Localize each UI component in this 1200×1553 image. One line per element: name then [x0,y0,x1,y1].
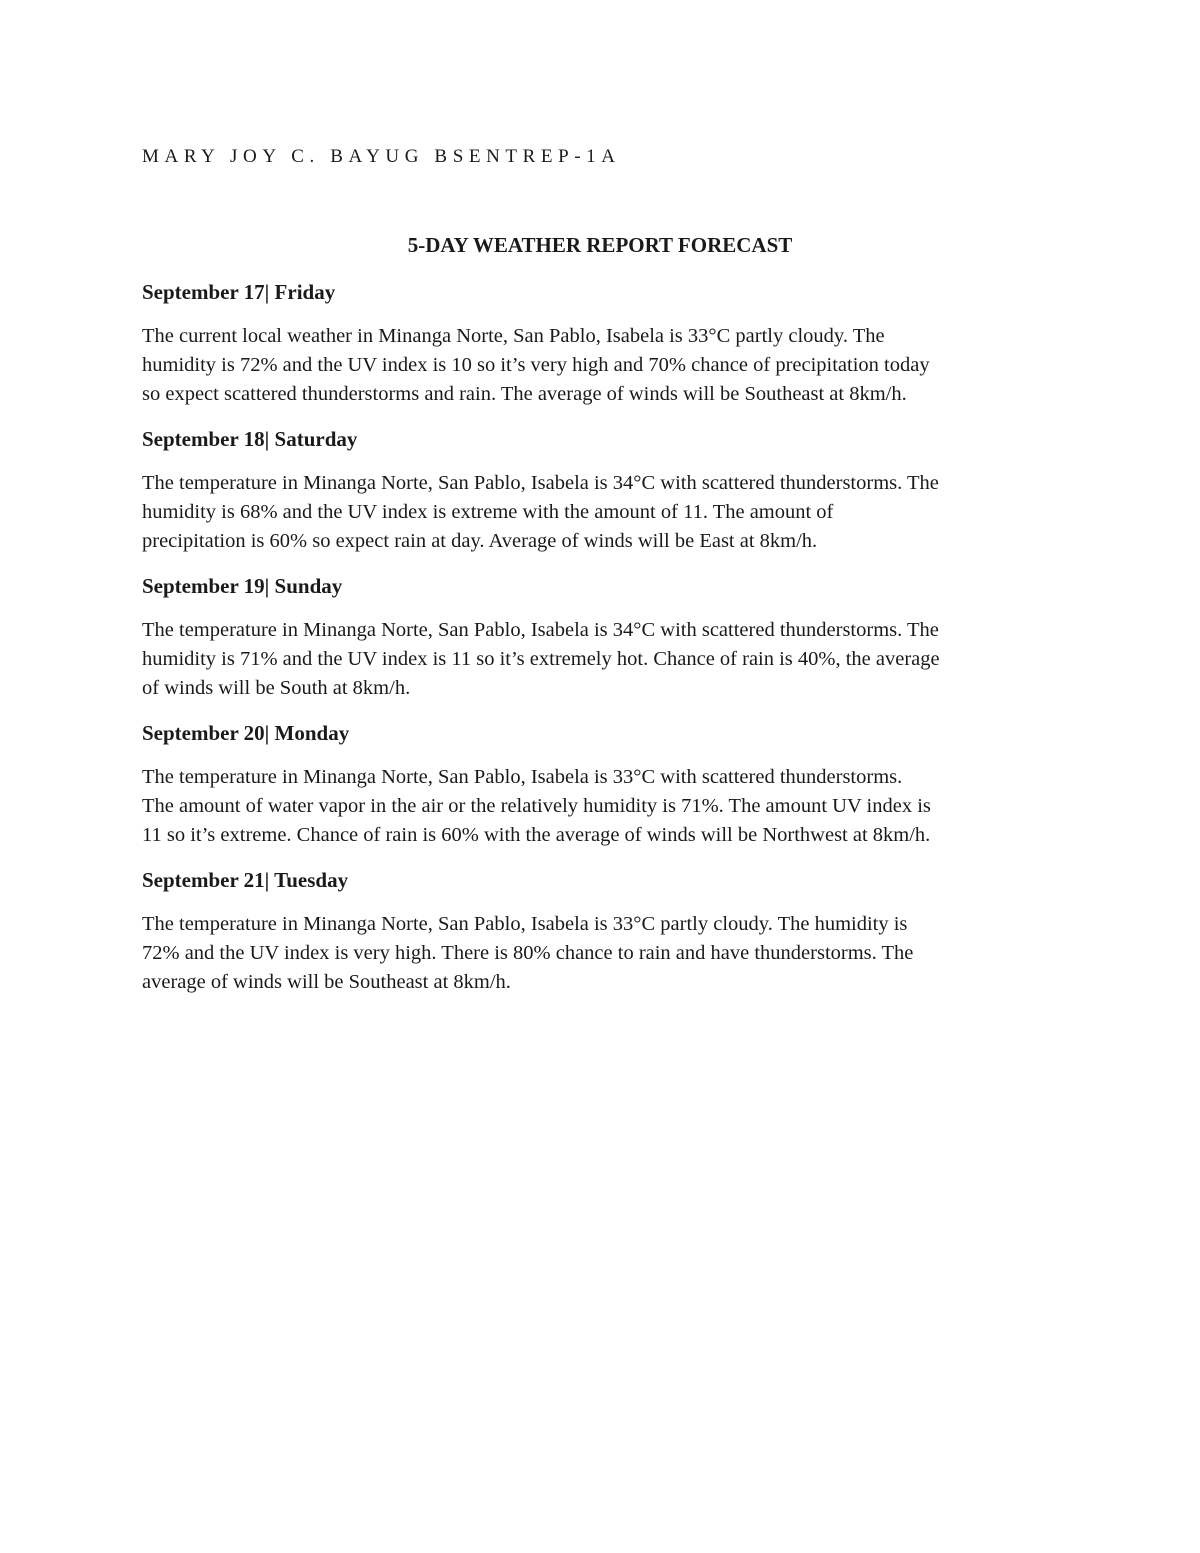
day-paragraph-3 [142,616,1072,703]
day-heading-3: September 19| Sunday [142,574,343,598]
forecast-content [142,278,1072,1013]
day-4-line-1: The temperature in Minanga Norte, San Pablo, Isabela is 33°C with scattered thunderstorms. [142,766,903,788]
day-1-line-1: The current local weather in Minanga Norte, San Pablo, Isabela is 33°C partly cloudy. The [142,325,885,347]
day-heading-1: September 17| Friday [142,280,336,304]
day-3-line-3: of winds will be South at 8km/h. [142,677,411,699]
day-heading-2: September 18| Saturday [142,427,358,451]
day-paragraph-5 [142,910,1072,997]
day-2-line-1: The temperature in Minanga Norte, San Pablo, Isabela is 34°C with scattered thunderstorms. The [142,472,939,494]
day-paragraph-1 [142,322,1072,409]
day-heading-5: September 21| Tuesday [142,868,349,892]
day-3-line-2: humidity is 71% and the UV index is 11 so it’s extremely hot. Chance of rain is 40%, the average [142,648,940,670]
day-1-line-2: humidity is 72% and the UV index is 10 so it’s very high and 70% chance of precipitation today [142,354,930,376]
day-paragraph-4 [142,763,1072,850]
day-heading-4: September 20| Monday [142,721,350,745]
author-line: MARY JOY C. BAYUG BSENTREP-1A [142,146,621,167]
day-3-line-1: The temperature in Minanga Norte, San Pablo, Isabela is 34°C with scattered thunderstorms. The [142,619,939,641]
day-2-line-3: precipitation is 60% so expect rain at day. Average of winds will be East at 8km/h. [142,530,818,552]
day-5-line-1: The temperature in Minanga Norte, San Pablo, Isabela is 33°C partly cloudy. The humidity is [142,913,908,935]
day-2-line-2: humidity is 68% and the UV index is extreme with the amount of 11. The amount of [142,501,834,523]
day-1-line-3: so expect scattered thunderstorms and rain. The average of winds will be Southeast at 8km/h. [142,383,907,405]
day-4-line-2: The amount of water vapor in the air or the relatively humidity is 71%. The amount UV index is [142,795,931,817]
day-5-line-3: average of winds will be Southeast at 8km/h. [142,971,511,993]
day-5-line-2: 72% and the UV index is very high. There is 80% chance to rain and have thunderstorms. The [142,942,914,964]
document-title: 5-DAY WEATHER REPORT FORECAST [407,233,793,257]
day-4-line-3: 11 so it’s extreme. Chance of rain is 60% with the average of winds will be Northwest at 8km/h. [142,824,931,846]
day-paragraph-2 [142,469,1072,556]
